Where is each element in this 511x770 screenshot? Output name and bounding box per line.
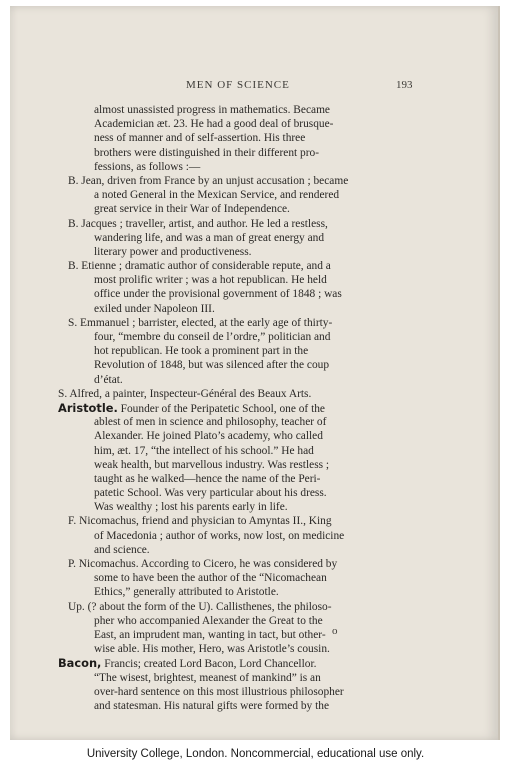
line-text: literary power and productiveness. (94, 245, 252, 258)
line-text: Up. (? about the form of the U). Callisthenes, the philoso- (68, 600, 332, 613)
text-line (10, 330, 498, 344)
line-text: patetic School. Was very particular about his dress. (94, 487, 327, 500)
text-line (10, 699, 498, 713)
line-text: P. Nicomachus. According to Cicero, he was considered by (68, 558, 338, 570)
line-text: fessions, as follows :— (94, 160, 201, 173)
line-text: and science. (94, 543, 150, 556)
line-text: Revolution of 1848, but was silenced after the coup (94, 359, 330, 372)
running-title: MEN OF SCIENCE (186, 79, 290, 91)
line-text: exiled under Napoleon III. (94, 302, 215, 315)
line-text: B. Jean, driven from France by an unjust accusation ; became (68, 174, 349, 187)
text-line (10, 458, 498, 472)
text-line (10, 656, 498, 670)
text-line (10, 429, 498, 443)
text-line (10, 543, 498, 557)
text-line (10, 557, 498, 571)
text-line (10, 217, 498, 231)
text-line (10, 259, 498, 273)
text-line (10, 387, 498, 401)
text-line (10, 529, 498, 543)
text-line (10, 444, 498, 458)
line-text: a noted General in the Mexican Service, and rendered (94, 189, 340, 202)
text-line (10, 117, 498, 131)
line-text: some to have been the author of the “Nicomachean (94, 572, 327, 585)
line-text: F. Nicomachus, friend and physician to Amyntas II., King (68, 515, 332, 528)
line-text: him, æt. 17, “the intellect of his school.” He had (94, 444, 314, 457)
text-line (10, 188, 498, 202)
text-line (10, 131, 498, 145)
text-line (10, 685, 498, 699)
line-text: brothers were distinguished in their different pro- (94, 146, 320, 159)
text-line (10, 600, 498, 614)
text-line (10, 514, 498, 528)
line-text: office under the provisional government of 1848 ; was (94, 288, 342, 301)
line-text: most prolific writer ; was a hot republican. He held (94, 274, 327, 287)
line-text: wise able. His mother, Hero, was Aristotle’s cousin. (94, 643, 330, 656)
line-text: almost unassisted progress in mathematics. Became (94, 104, 330, 116)
text-line (10, 571, 498, 585)
text-line (10, 472, 498, 486)
book-page (10, 6, 500, 740)
line-text: Ethics,” generally attributed to Aristotle. (94, 586, 279, 599)
line-text: S. Emmanuel ; barrister, elected, at the early age of thirty- (68, 316, 333, 329)
text-line (10, 287, 498, 301)
text-line (10, 245, 498, 259)
line-text: Founder of the Peripatetic School, one of the (117, 402, 325, 415)
line-text: East, an imprudent man, wanting in tact, but other- (94, 628, 326, 641)
line-text: four, “membre du conseil de l’ordre,” politician and (94, 331, 331, 343)
text-line (10, 401, 498, 415)
text-line (10, 316, 498, 330)
line-text: of Macedonia ; author of works, now lost, on medicine (94, 529, 345, 542)
text-line (10, 273, 498, 287)
text-line (10, 344, 498, 358)
line-text: weak health, but marvellous industry. Was restless ; (94, 458, 330, 471)
entry-heading: Aristotle. (58, 400, 118, 415)
line-text: Francis; created Lord Bacon, Lord Chancellor. (101, 658, 317, 671)
text-line (10, 231, 498, 245)
text-line (10, 614, 498, 628)
line-text: ness of manner and of self-assertion. His three (94, 132, 306, 145)
text-line (10, 671, 498, 685)
text-line (10, 302, 498, 316)
line-text: wandering life, and was a man of great energy and (94, 231, 325, 244)
text-line (10, 486, 498, 500)
page-number: 193 (396, 79, 413, 91)
entry-heading: Bacon, (58, 656, 102, 671)
line-text: “The wisest, brightest, meanest of mankind” is an (94, 671, 321, 684)
line-text: pher who accompanied Alexander the Great to the (94, 614, 323, 627)
line-text: S. Alfred, a painter, Inspecteur-Général des Beaux Arts. (58, 387, 312, 400)
text-line (10, 358, 498, 372)
line-text: Alexander. He joined Plato’s academy, who called (94, 430, 323, 443)
line-text: over-hard sentence on this most illustrious philosopher (94, 685, 344, 698)
archive-caption: University College, London. Noncommercial, educational use only. (86, 748, 425, 760)
text-line (10, 103, 498, 117)
line-text: d’état. (94, 373, 123, 386)
signature-mark: o (332, 625, 338, 637)
text-line (10, 500, 498, 514)
line-text: Academician æt. 23. He had a good deal of brusque- (94, 118, 334, 131)
text-line (10, 174, 498, 188)
text-line (10, 585, 498, 599)
line-text: great service in their War of Independence. (94, 203, 290, 216)
line-text: ablest of men in science and philosophy, teacher of (94, 416, 327, 429)
text-line (10, 642, 498, 656)
line-text: and statesman. His natural gifts were formed by the (94, 699, 330, 712)
line-text: B. Jacques ; traveller, artist, and author. He led a restless, (68, 217, 328, 230)
line-text: B. Etienne ; dramatic author of considerable repute, and a (68, 260, 331, 273)
text-line (10, 628, 498, 642)
line-text: hot republican. He took a prominent part in the (94, 345, 309, 358)
text-line (10, 146, 498, 160)
line-text: Was wealthy ; lost his parents early in life. (94, 501, 288, 514)
text-line (10, 373, 498, 387)
text-line (10, 202, 498, 216)
line-text: taught as he walked—hence the name of the Peri- (94, 472, 321, 485)
text-line (10, 160, 498, 174)
text-line (10, 415, 498, 429)
body-text (10, 103, 498, 713)
